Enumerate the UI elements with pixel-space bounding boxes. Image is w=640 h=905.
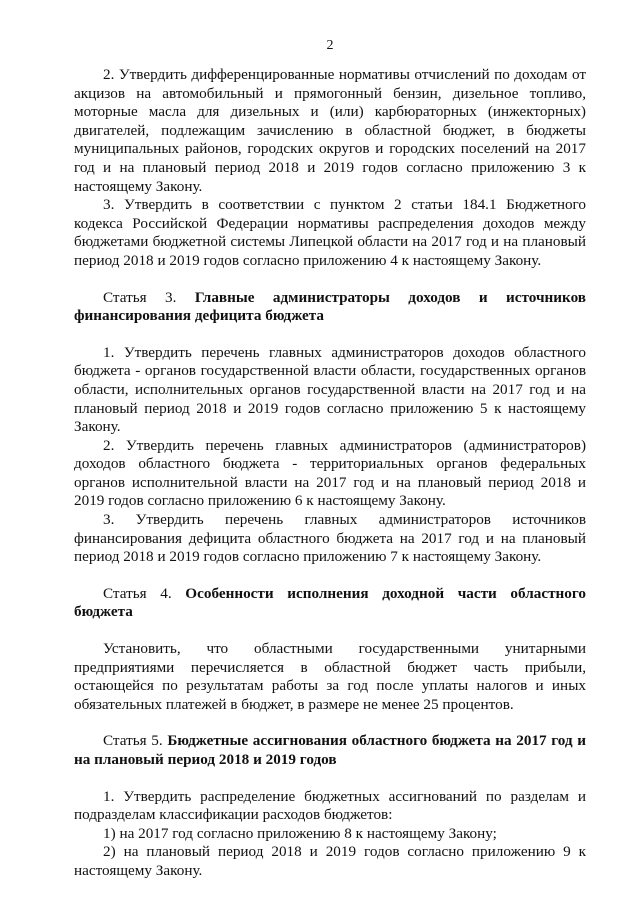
spacer: [74, 714, 586, 732]
paragraph-item: Установить, что областными государственными унитарными предприятиями перечисляется в областной бюджет часть прибыли, остающейся по результатам работы за год после уплаты налогов и иных обязательных платежей в бюджет, в размере не менее 25 процентов.: [74, 640, 586, 713]
article-3-heading: [74, 289, 586, 326]
article-4-heading: [74, 585, 586, 622]
paragraph-item: 1. Утвердить распределение бюджетных ассигнований по разделам и подразделам классификации расходов бюджетов:: [74, 787, 586, 824]
paragraph-item: 3. Утвердить перечень главных администраторов источников финансирования дефицита областного бюджета на 2017 год и на плановый период 2018 и 2019 годов согласно приложению 7 к настоящему Закону.: [74, 511, 586, 566]
paragraph-item: 1. Утвердить перечень главных администраторов доходов областного бюджета - органов государственной власти области, государственных органов области, исполнительных органов государственной власти на 2017 год и на плановый период 2018 и 2019 годов согласно приложению 5 к настоящему Закону.: [74, 343, 586, 436]
paragraph-item-2: 2. Утвердить дифференцированные нормативы отчислений по доходам от акцизов на автомобильный и прямогонный бензин, дизельное топливо, моторные масла для дизельных и (или) карбюраторных (инжекторных) двигателей, подлежащим зачислению в областной бюджет, в бюджеты муниципальных районов, городских округов и городских поселений на 2017 год и на плановый период 2018 и 2019 годов согласно приложению 3 к настоящему Закону.: [74, 66, 586, 195]
article-label: Статья 3.: [103, 288, 177, 306]
article-5-heading: [74, 732, 586, 769]
document-page: [74, 38, 586, 881]
article-title: Особенности исполнения доходной части областного бюджета: [74, 584, 587, 621]
article-label: Статья 4.: [103, 584, 172, 602]
paragraph-item: 2. Утвердить перечень главных администраторов (администраторов) доходов областного бюджета - территориальных органов федеральных органов исполнительной власти на 2017 год и на плановый период 2018 и 2019 годов согласно приложению 6 к настоящему Закону.: [74, 436, 586, 510]
paragraph-item: 1) на 2017 год согласно приложению 8 к настоящему Закону;: [103, 824, 497, 842]
spacer: [74, 770, 586, 788]
spacer: [74, 271, 586, 289]
spacer: [74, 622, 586, 640]
article-title: Бюджетные ассигнования областного бюджета на 2017 год и на плановый период 2018 и 2019 годов: [74, 732, 587, 768]
page-number: 2: [326, 38, 334, 53]
article-title: Главные администраторы доходов и источников финансирования дефицита бюджета: [74, 288, 587, 325]
paragraph-item: 2) на плановый период 2018 и 2019 годов согласно приложению 9 к настоящему Закону.: [74, 843, 586, 879]
article-label: Статья 5.: [103, 732, 163, 750]
paragraph-item-3: 3. Утвердить в соответствии с пунктом 2 статьи 184.1 Бюджетного кодекса Российской Федерации нормативы распределения доходов между бюджетами бюджетной системы Липецкой области на 2017 год и на плановый период 2018 и 2019 годов согласно приложению 4 к настоящему Закону.: [74, 196, 586, 269]
spacer: [74, 326, 586, 344]
spacer: [74, 567, 586, 585]
